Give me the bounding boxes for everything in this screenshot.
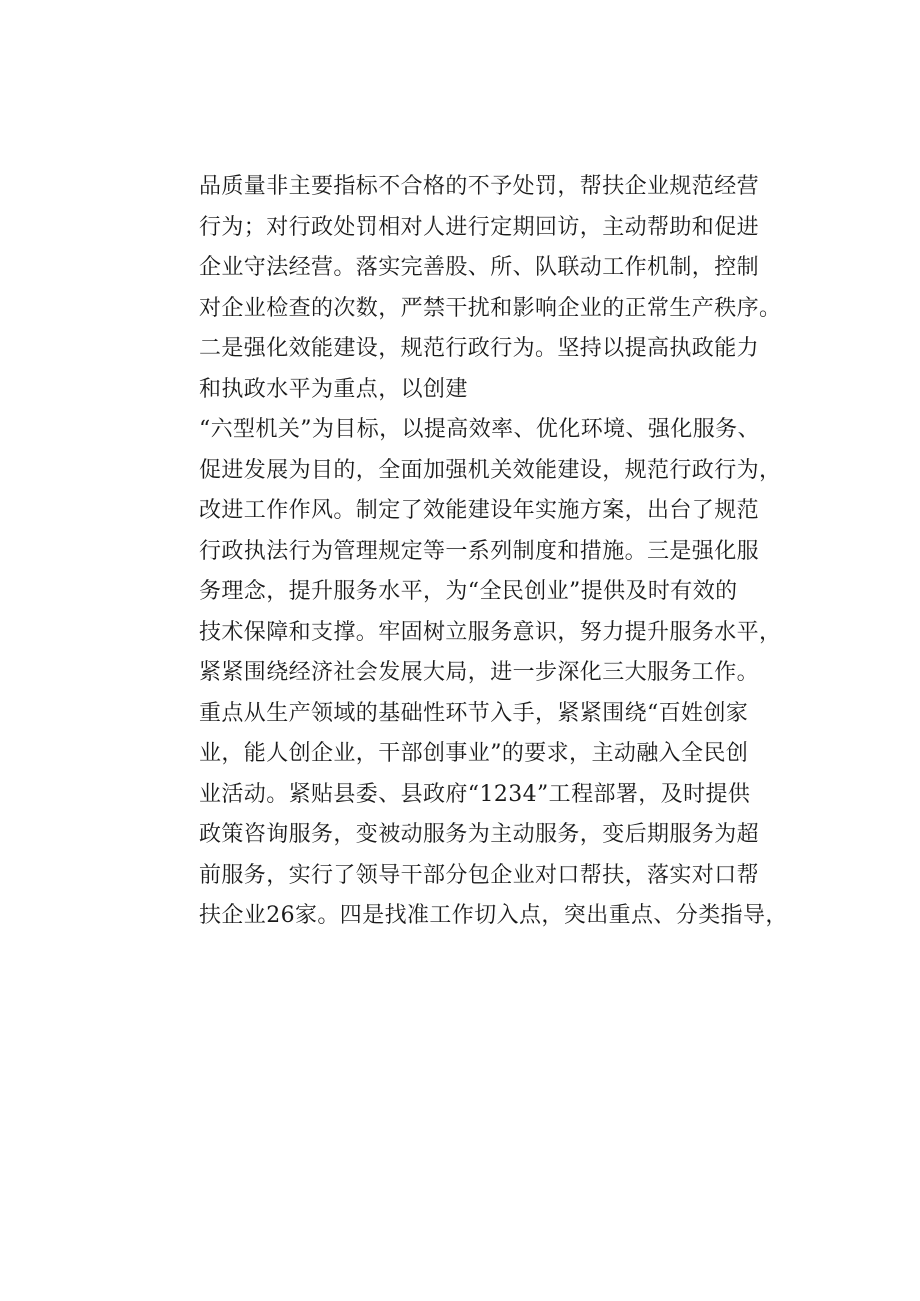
- text-line-2: 行为；对行政处罚相对人进行定期回访，主动帮助和促进: [199, 214, 760, 240]
- text-line-18: 前服务，实行了领导干部分包企业对口帮扶，落实对口帮: [199, 862, 760, 888]
- text-line-4: 对企业检查的次数，严禁干扰和影响企业的正常生产秩序。: [199, 295, 782, 321]
- text-line-7: “六型机关”为目标，以提高效率、优化环境、强化服务、: [199, 417, 760, 442]
- text-line-15: 业，能人创企业，干部创事业”的要求，主动融入全民创: [199, 741, 749, 766]
- text-line-3: 企业守法经营。落实完善股、所、队联动工作机制，控制: [199, 255, 760, 280]
- text-line-12: 技术保障和支撑。牢固树立服务意识，努力提升服务水平，: [199, 619, 782, 645]
- text-line-16: 业活动。紧贴县委、县政府“1234”工程部署，及时提供: [199, 781, 751, 807]
- text-line-13: 紧紧围绕经济社会发展大局，进一步深化三大服务工作。: [199, 660, 760, 685]
- text-line-10: 行政执法行为管理规定等一系列制度和措施。三是强化服: [199, 538, 760, 564]
- text-line-17: 政策咨询服务，变被动服务为主动服务，变后期服务为超: [199, 822, 760, 847]
- text-line-11: 务理念，提升服务水平，为“全民创业”提供及时有效的: [199, 579, 738, 604]
- text-line-8: 促进发展为目的，全面加强机关效能建设，规范行政行为，: [199, 457, 782, 483]
- text-line-6: 和执政水平为重点，以创建: [199, 376, 468, 402]
- text-line-19: 扶企业26家。四是找准工作切入点，突出重点、分类指导，: [199, 903, 788, 928]
- body-text: [199, 167, 788, 937]
- text-line-9: 改进工作作风。制定了效能建设年实施方案，出台了规范: [199, 498, 760, 523]
- text-line-14: 重点从生产领域的基础性环节入手，紧紧围绕“百姓创家: [199, 700, 749, 726]
- text-line-5: 二是强化效能建设，规范行政行为。坚持以提高执政能力: [199, 336, 760, 361]
- text-line-1: 品质量非主要指标不合格的不予处罚，帮扶企业规范经营: [199, 174, 760, 199]
